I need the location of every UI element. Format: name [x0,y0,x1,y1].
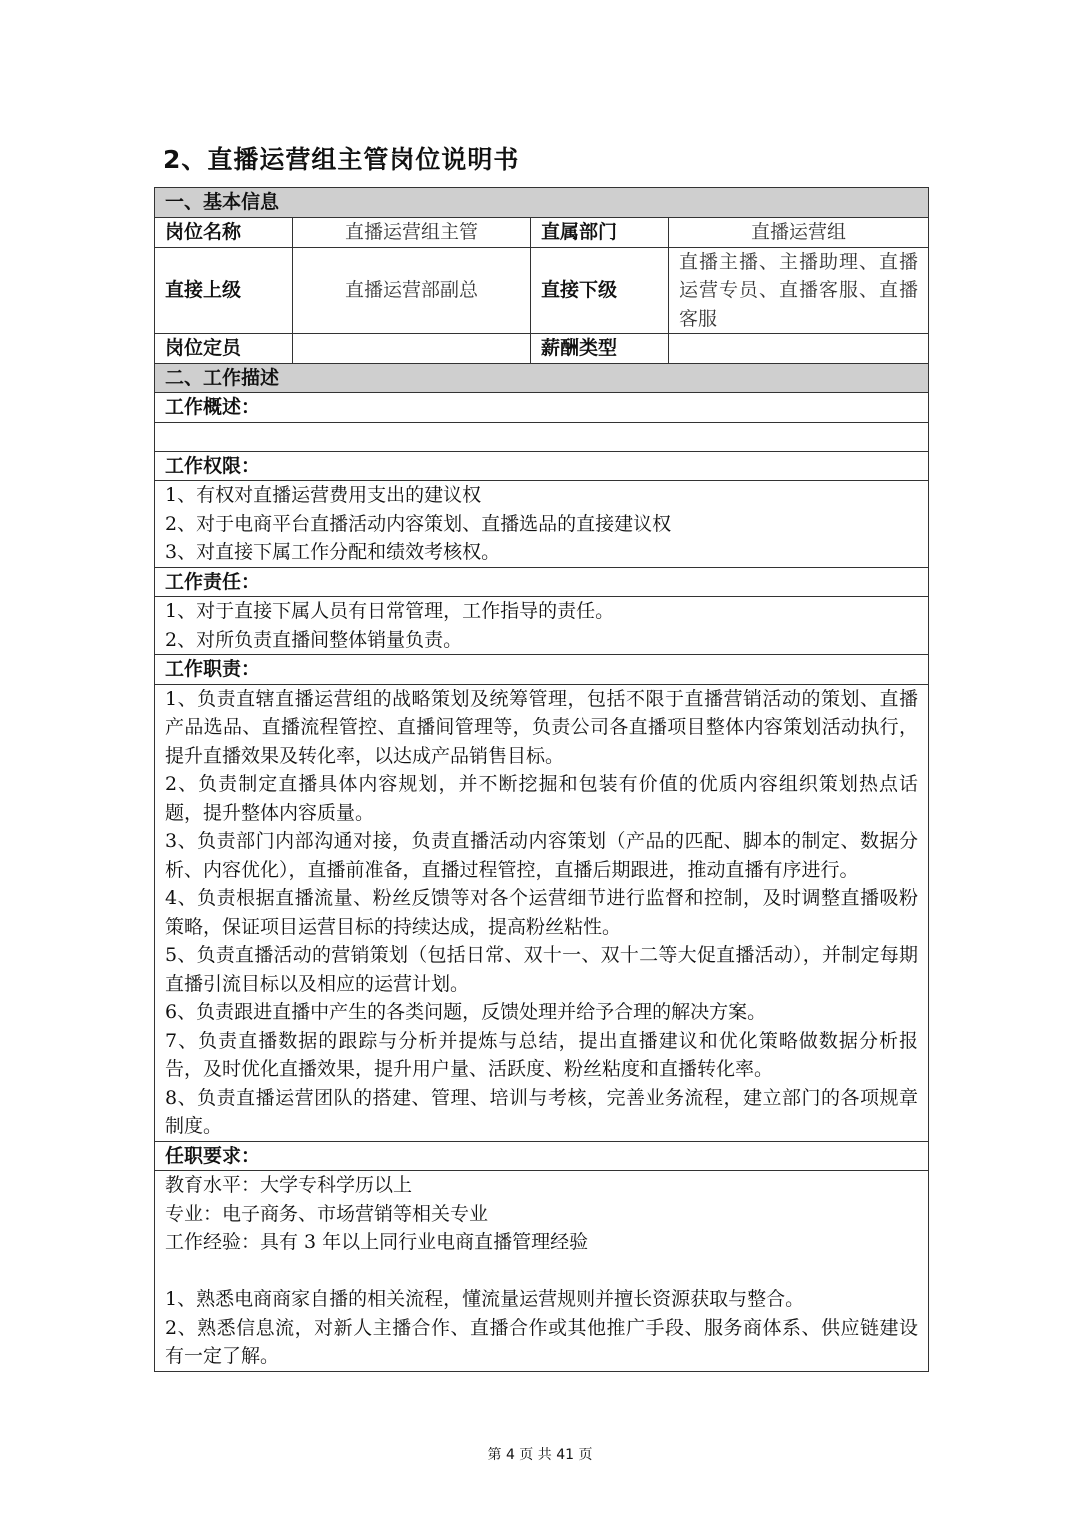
salary-type-label: 薪酬类型 [531,334,669,364]
requirements-list [155,1171,929,1372]
position-name-value: 直播运营组主管 [293,217,531,247]
list-item: 1、熟悉电商商家自播的相关流程，懂流量运营规则并擅长资源获取与整合。 [165,1288,805,1310]
subordinate-value: 直播主播、主播助理、直播运营专员、直播客服、直播客服 [669,247,929,334]
position-name-label: 岗位名称 [155,217,293,247]
list-item: 2、熟悉信息流，对新人主播合作、直播合作或其他推广手段、服务商体系、供应链建设有一定了解。 [165,1316,919,1367]
work-desc-section [155,363,929,393]
list-item: 2、对于电商平台直播活动内容策划、直播选品的直接建议权 [165,512,672,535]
salary-type-value [669,334,929,364]
list-item: 1、对于直接下属人员有日常管理，工作指导的责任。 [165,600,615,622]
list-item: 3、对直接下属工作分配和绩效考核权。 [165,541,501,563]
list-item: 教育水平：大学专科学历以上 [165,1174,413,1196]
spacer [165,1257,918,1286]
responsibility-label: 工作责任： [155,567,929,597]
list-item: 5、负责直播活动的营销策划（包括日常、双十一、双十二等大促直播活动），并制定每期直播引流目标以及相应的运营计划。 [165,944,919,995]
list-item: 1、负责直辖直播运营组的战略策划及统筹管理，包括不限于直播营销活动的策划、直播产品选品、直播流程管控、直播间管理等，负责公司各直播项目整体内容策划活动执行，提升直播效果及转化率，以达成产品销售目标。 [165,687,919,767]
page-footer: 第 4 页 共 41 页 [487,1447,593,1463]
department-label: 直属部门 [531,217,669,247]
list-item: 2、负责制定直播具体内容规划，并不断挖掘和包装有价值的优质内容组织策划热点话题，提升整体内容质量。 [165,773,919,824]
list-item: 4、负责根据直播流量、粉丝反馈等对各个运营细节进行监督和控制，及时调整直播吸粉策略，保证项目运营目标的持续达成，提高粉丝粘性。 [165,887,919,938]
responsibility-list [155,597,929,655]
list-item: 1、有权对直播运营费用支出的建议权 [165,484,482,506]
list-item: 8、负责直播运营团队的搭建、管理、培训与考核，完善业务流程，建立部门的各项规章制度。 [165,1086,919,1137]
requirements-label: 任职要求： [155,1141,929,1171]
list-item: 6、负责跟进直播中产生的各类问题，反馈处理并给予合理的解决方案。 [165,1001,767,1023]
authority-list [155,481,929,568]
superior-label: 直接上级 [155,247,293,334]
duties-label: 工作职责： [155,655,929,685]
list-item: 7、负责直播数据的跟踪与分析并提炼与总结，提出直播建议和优化策略做数据分析报告，及时优化直播效果，提升用户量、活跃度、粉丝粘度和直播转化率。 [165,1029,919,1080]
list-item: 3、负责部门内部沟通对接，负责直播活动内容策划（产品的匹配、脚本的制定、数据分析、内容优化），直播前准备，直播过程管控，直播后期跟进，推动直播有序进行。 [165,830,919,881]
superior-value: 直播运营部副总 [293,247,531,334]
basic-info-header: 一、基本信息 [155,188,929,218]
overview-label: 工作概述： [155,393,929,423]
list-item: 专业：电子商务、市场营销等相关专业 [165,1202,489,1225]
headcount-label: 岗位定员 [155,334,293,364]
list-item: 工作经验：具有 3 年以上同行业电商直播管理经验 [165,1231,589,1253]
authority-label: 工作权限： [155,451,929,481]
work-desc-header: 二、工作描述 [155,363,929,393]
department-value: 直播运营组 [669,217,929,247]
document-title: 2、直播运营组主管岗位说明书 [163,145,520,174]
basic-info-section [155,188,929,218]
subordinate-label: 直接下级 [531,247,669,334]
job-description-table [154,187,929,1372]
list-item: 2、对所负责直播间整体销量负责。 [165,628,463,651]
headcount-value [293,334,531,364]
duties-list [155,684,929,1141]
overview-content [155,422,929,451]
